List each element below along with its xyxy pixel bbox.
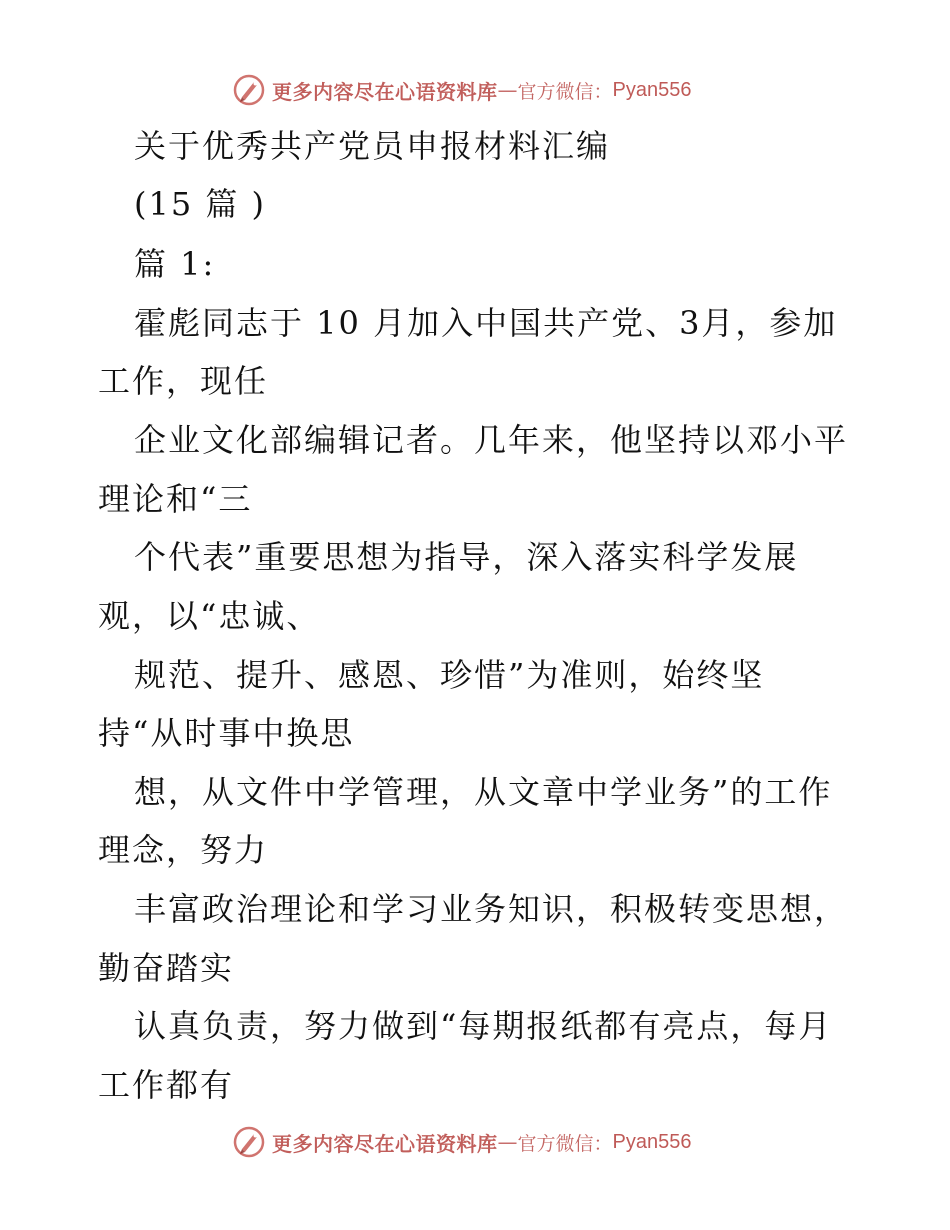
paragraph-line: 工作都有 <box>98 1066 235 1104</box>
paragraph-line: 理念，努力 <box>98 831 269 869</box>
banner-site-text: 更多内容尽在心语资料库 <box>272 79 498 104</box>
paragraph-line: 观，以“忠诚、 <box>98 597 321 635</box>
paragraph-line: 理论和“三 <box>98 480 253 518</box>
banner-site-text: 更多内容尽在心语资料库 <box>272 1131 498 1156</box>
footer-banner <box>232 1124 691 1160</box>
paragraph-line: 丰富政治理论和学习业务知识，积极转变思想， <box>134 890 849 928</box>
banner-wechat-handle: Pyan556 <box>612 1130 692 1153</box>
banner-dash: — <box>497 78 518 102</box>
paragraph-line: 规范、提升、感恩、珍惜”为准则，始终坚 <box>134 656 765 694</box>
paragraph-line: 持“从时事中换思 <box>98 714 355 752</box>
paragraph-line: 个代表”重要思想为指导，深入落实科学发展 <box>134 538 799 576</box>
paragraph-line: 勤奋踏实 <box>98 949 235 987</box>
pen-logo-icon <box>232 1125 266 1159</box>
paragraph-line: 想，从文件中学管理，从文章中学业务”的工作 <box>134 773 833 811</box>
document-subtitle: (15 篇 ) <box>134 185 267 223</box>
paragraph-line: 霍彪同志于 10 月加入中国共产党、3月，参加 <box>134 304 838 342</box>
banner-wechat-handle: Pyan556 <box>612 78 692 101</box>
header-banner <box>232 72 691 108</box>
banner-wechat-label: 官方微信： <box>517 80 613 103</box>
pen-logo-icon <box>232 73 266 107</box>
section-label: 篇 1: <box>134 245 216 283</box>
paragraph-line: 认真负责，努力做到“每期报纸都有亮点，每月 <box>134 1007 833 1045</box>
paragraph-line: 企业文化部编辑记者。几年来，他坚持以邓小平 <box>134 421 849 459</box>
banner-wechat-label: 官方微信： <box>517 1132 613 1155</box>
paragraph-line: 工作，现任 <box>98 362 269 400</box>
document-title: 关于优秀共产党员申报材料汇编 <box>134 127 611 165</box>
banner-dash: — <box>497 1130 518 1154</box>
